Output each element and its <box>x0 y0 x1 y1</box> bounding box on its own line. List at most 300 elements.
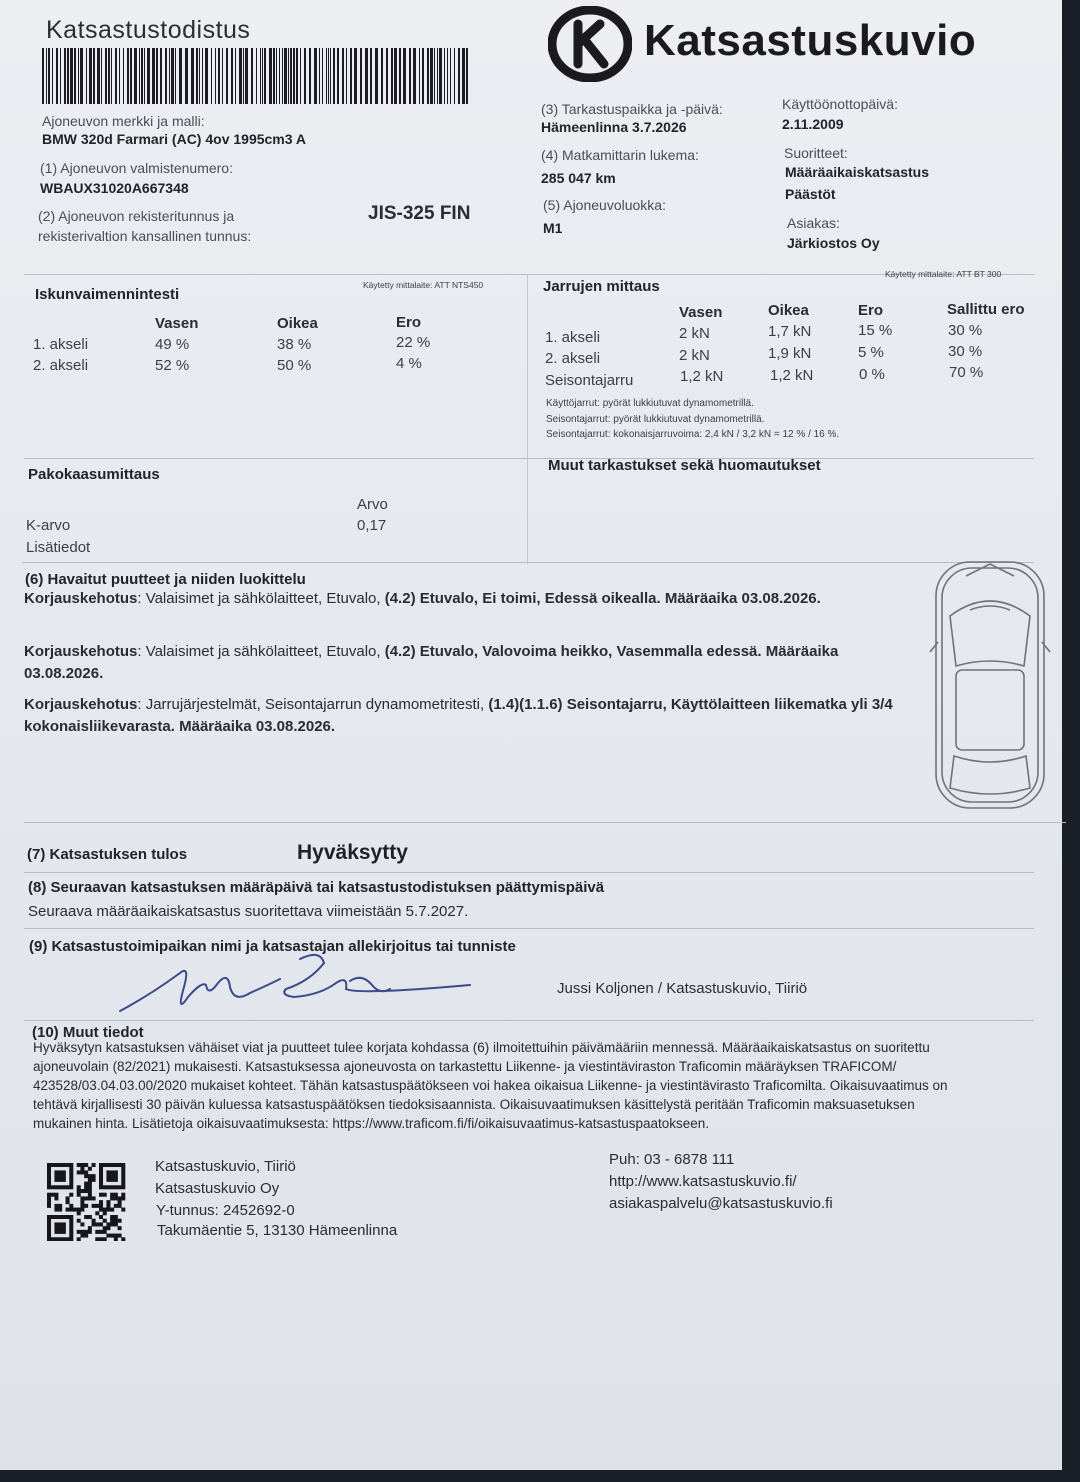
other-info-label: (10) Muut tiedot <box>32 1024 144 1041</box>
barcode-bar <box>205 48 208 104</box>
other-info-line: tehtävä kirjallisesti 30 päivän kuluessa katsastuspäätöksen tiedoksisaannista. Oikaisuvaatimuksen käsittelystä peritään Traficomin maksuasetuksen <box>33 1097 915 1112</box>
barcode-bar <box>365 48 368 104</box>
qr-module <box>84 1174 88 1178</box>
shock-cell: 38 % <box>277 336 312 353</box>
barcode-bar <box>333 48 335 104</box>
defect-deadline: Määräaika 03.08.2026. <box>179 718 336 735</box>
qr-module <box>118 1226 122 1230</box>
qr-module <box>80 1189 84 1193</box>
qr-module <box>77 1208 81 1212</box>
barcode-bar <box>284 48 287 104</box>
qr-module <box>80 1234 84 1238</box>
barcode-bar <box>370 48 372 104</box>
divider <box>24 872 1034 873</box>
barcode-bar <box>235 48 236 104</box>
qr-module <box>69 1237 73 1241</box>
qr-module <box>62 1230 66 1234</box>
exhaust-title: Pakokaasumittaus <box>28 466 160 483</box>
qr-module <box>88 1167 92 1171</box>
qr-module <box>66 1215 70 1219</box>
brake-cell: 1,9 kN <box>768 345 812 362</box>
qr-module <box>121 1163 125 1167</box>
qr-module <box>66 1208 70 1212</box>
qr-module <box>114 1219 118 1223</box>
qr-module <box>66 1163 70 1167</box>
qr-module <box>99 1230 103 1234</box>
qr-module <box>62 1226 66 1230</box>
qr-module <box>62 1237 66 1241</box>
qr-module <box>47 1182 51 1186</box>
qr-module <box>110 1234 114 1238</box>
brake-test-title: Jarrujen mittaus <box>543 278 660 295</box>
brake-header-ero: Ero <box>858 302 884 319</box>
qr-module <box>99 1182 103 1186</box>
barcode-bar <box>67 48 69 104</box>
barcode-bar <box>243 48 244 104</box>
barcode-bar <box>130 48 132 104</box>
signature-label: (9) Katsastustoimipaikan nimi ja katsastajan allekirjoitus tai tunniste <box>29 938 516 955</box>
qr-module <box>80 1230 84 1234</box>
qr-module <box>121 1174 125 1178</box>
barcode-bar <box>427 48 429 104</box>
barcode-bar <box>437 48 438 104</box>
qr-module <box>106 1200 110 1204</box>
barcode-bar <box>111 48 112 104</box>
footer-email-link[interactable]: asiakaspalvelu@katsastuskuvio.fi <box>609 1195 833 1212</box>
qr-module <box>88 1226 92 1230</box>
qr-module <box>69 1215 73 1219</box>
qr-module <box>114 1185 118 1189</box>
barcode-bar <box>454 48 455 104</box>
qr-module <box>92 1163 96 1167</box>
barcode-bar <box>222 48 223 104</box>
shock-header-oikea: Oikea <box>277 315 318 332</box>
registration-number: JIS-325 FIN <box>368 203 471 224</box>
barcode-bar <box>218 48 220 104</box>
shock-test-device: Käytetty mittalaite: ATT NTS450 <box>363 280 484 290</box>
divider <box>24 928 1034 929</box>
barcode-bar <box>152 48 155 104</box>
qr-module <box>88 1185 92 1189</box>
barcode-bar <box>191 48 194 104</box>
qr-module <box>84 1215 88 1219</box>
qr-module <box>114 1222 118 1226</box>
make-model-label: Ajoneuvon merkki ja malli: <box>42 113 205 129</box>
barcode-bar <box>309 48 311 104</box>
qr-module <box>47 1163 51 1167</box>
brand-wordmark: Katsastuskuvio <box>644 16 977 65</box>
qr-module <box>106 1226 110 1230</box>
shock-cell: 22 % <box>396 334 431 351</box>
qr-module <box>121 1193 125 1197</box>
barcode-bar <box>156 48 158 104</box>
barcode-bar <box>215 48 216 104</box>
odometer-label: (4) Matkamittarin lukema: <box>541 147 699 163</box>
qr-module <box>106 1170 110 1174</box>
qr-module <box>84 1182 88 1186</box>
qr-module <box>80 1163 84 1167</box>
barcode-bar <box>293 48 295 104</box>
qr-module <box>92 1222 96 1226</box>
barcode-bar <box>399 48 401 104</box>
brake-cell: 1,7 kN <box>768 323 812 340</box>
qr-module <box>95 1237 99 1241</box>
barcode-bar <box>413 48 416 104</box>
qr-module <box>92 1178 96 1182</box>
barcode-bar <box>381 48 383 104</box>
result-value: Hyväksytty <box>297 841 408 864</box>
barcode-bar <box>300 48 301 104</box>
qr-module <box>84 1204 88 1208</box>
divider <box>24 274 1034 275</box>
barcode-bar <box>105 48 107 104</box>
qr-module <box>110 1208 114 1212</box>
katsastuskuvio-logo-icon <box>548 6 632 82</box>
barcode-bar <box>42 48 44 104</box>
qr-module <box>114 1237 118 1241</box>
qr-module <box>95 1204 99 1208</box>
barcode-bar <box>175 48 176 104</box>
qr-module <box>92 1204 96 1208</box>
qr-module <box>84 1230 88 1234</box>
qr-module <box>92 1174 96 1178</box>
footer-website-link[interactable]: http://www.katsastuskuvio.fi/ <box>609 1173 797 1190</box>
qr-module <box>69 1167 73 1171</box>
next-inspection-label: (8) Seuraavan katsastuksen määräpäivä tai katsastustodistuksen päättymispäivä <box>28 879 605 896</box>
footer-address-line: Y-tunnus: 2452692-0 <box>156 1202 295 1219</box>
divider <box>22 562 1034 563</box>
brake-cell: 5 % <box>858 344 884 361</box>
qr-module <box>121 1196 125 1200</box>
brake-note: Käyttöjarrut: pyörät lukkiutuvat dynamometrillä. <box>546 398 754 409</box>
qr-module <box>84 1170 88 1174</box>
brake-row-label: 1. akseli <box>545 329 601 346</box>
qr-module <box>95 1222 99 1226</box>
brake-note: Seisontajarrut: kokonaisjarruvoima: 2,4 kN / 3,2 kN = 12 % / 16 %. <box>546 429 840 440</box>
brake-cell: 15 % <box>858 322 893 339</box>
barcode-bar <box>89 48 92 104</box>
place-value: Hämeenlinna 3.7.2026 <box>541 119 687 135</box>
qr-module <box>51 1185 55 1189</box>
brake-header-oikea: Oikea <box>768 302 809 319</box>
barcode-bar <box>296 48 298 104</box>
qr-module <box>69 1174 73 1178</box>
qr-module <box>77 1211 81 1215</box>
qr-module <box>47 1222 51 1226</box>
qr-module <box>121 1170 125 1174</box>
qr-module <box>69 1178 73 1182</box>
qr-module <box>80 1204 84 1208</box>
barcode-bar <box>239 48 242 104</box>
qr-module <box>121 1185 125 1189</box>
reg-label-line2: rekisterivaltion kansallinen tunnus: <box>38 228 252 244</box>
qr-module <box>84 1196 88 1200</box>
qr-module <box>99 1237 103 1241</box>
qr-module <box>66 1200 70 1204</box>
barcode-bar <box>78 48 79 104</box>
qr-module <box>106 1185 110 1189</box>
barcode-bar <box>282 48 283 104</box>
barcode-bar <box>211 48 212 104</box>
qr-module <box>103 1226 107 1230</box>
exhaust-value-header: Arvo <box>357 496 388 513</box>
qr-module <box>80 1222 84 1226</box>
qr-module <box>58 1174 62 1178</box>
shock-header-vasen: Vasen <box>155 315 199 332</box>
qr-module <box>58 1215 62 1219</box>
odometer-value: 285 047 km <box>541 170 616 186</box>
performed-label: Suoritteet: <box>784 145 848 161</box>
qr-code-icon <box>47 1163 129 1241</box>
qr-module <box>69 1230 73 1234</box>
barcode-bar <box>231 48 233 104</box>
qr-module <box>114 1163 118 1167</box>
barcode-bar <box>290 48 292 104</box>
qr-module <box>95 1211 99 1215</box>
qr-module <box>51 1215 55 1219</box>
barcode-bar <box>403 48 406 104</box>
barcode-bar <box>226 48 228 104</box>
qr-module <box>110 1219 114 1223</box>
qr-module <box>47 1167 51 1171</box>
qr-module <box>47 1185 51 1189</box>
qr-module <box>66 1185 70 1189</box>
qr-module <box>110 1163 114 1167</box>
barcode-bar <box>279 48 280 104</box>
qr-module <box>66 1237 70 1241</box>
qr-module <box>118 1234 122 1238</box>
qr-module <box>66 1196 70 1200</box>
k-value-label: K-arvo <box>26 517 71 534</box>
customer-value: Järkiostos Oy <box>787 235 880 251</box>
qr-module <box>103 1193 107 1197</box>
qr-module <box>77 1189 81 1193</box>
barcode-bar <box>147 48 150 104</box>
qr-module <box>47 1174 51 1178</box>
qr-module <box>77 1193 81 1197</box>
qr-module <box>54 1215 58 1219</box>
brake-cell: 30 % <box>948 322 983 339</box>
barcode-bar <box>46 48 47 104</box>
qr-module <box>47 1170 51 1174</box>
qr-module <box>47 1196 51 1200</box>
defect-code: (1.4)(1.1.6) Seisontajarru, Käyttölaitteen liikematka yli 3/4 kokonaisliikevarasta. <box>24 696 893 735</box>
qr-module <box>54 1185 58 1189</box>
barcode-bar <box>56 48 58 104</box>
barcode-bar <box>322 48 323 104</box>
barcode-bar <box>330 48 331 104</box>
other-info-line: mukainen hinta. Lisätietoja oikaisuvaatimuksesta: https://www.traficom.fi/fi/oikaisuvaatimus-katsastuspaatokseen. <box>33 1116 710 1131</box>
defect-type: Korjauskehotus <box>24 696 138 713</box>
qr-module <box>54 1170 58 1174</box>
barcode-bar <box>127 48 129 104</box>
qr-module <box>47 1200 51 1204</box>
qr-module <box>92 1219 96 1223</box>
barcode-bar <box>160 48 162 104</box>
other-info-line: ajoneuvolain (82/2021) mukaisesti. Katsastuksessa ajoneuvosta on tarkastettu Liikenne- ja viestintäviraston Traficomin määräyksen TRAFICOM/ <box>33 1059 897 1074</box>
barcode-bar <box>141 48 143 104</box>
qr-module <box>106 1222 110 1226</box>
qr-module <box>118 1219 122 1223</box>
qr-module <box>58 1226 62 1230</box>
qr-module <box>69 1219 73 1223</box>
qr-module <box>121 1237 125 1241</box>
qr-module <box>47 1204 51 1208</box>
qr-module <box>80 1200 84 1204</box>
qr-module <box>54 1178 58 1182</box>
qr-module <box>58 1208 62 1212</box>
qr-module <box>80 1167 84 1171</box>
barcode-bar <box>48 48 50 104</box>
qr-module <box>77 1163 81 1167</box>
vehicle-class-label: (5) Ajoneuvoluokka: <box>543 197 666 213</box>
qr-module <box>88 1174 92 1178</box>
qr-module <box>58 1222 62 1226</box>
shock-header-ero: Ero <box>396 314 422 331</box>
shock-row-label: 1. akseli <box>33 336 89 353</box>
qr-module <box>69 1222 73 1226</box>
barcode-bar <box>394 48 397 104</box>
defect-description: Jarrujärjestelmät, Seisontajarrun dynamometritesti, <box>145 696 485 713</box>
reg-label-line1: (2) Ajoneuvon rekisteritunnus ja <box>38 208 235 224</box>
brake-cell: 70 % <box>949 364 984 381</box>
qr-module <box>58 1163 62 1167</box>
barcode-bar <box>93 48 95 104</box>
qr-module <box>92 1196 96 1200</box>
performed-value-2: Päästöt <box>785 186 836 202</box>
next-inspection-text: Seuraava määräaikaiskatsastus suoritettava viimeistään 5.7.2027. <box>28 903 469 920</box>
brake-cell: 0 % <box>859 366 885 383</box>
qr-module <box>99 1200 103 1204</box>
other-info-line: 423528/03.04.03.00/2020 mukaiset kohteet. Tähän katsastuspäätökseen voi hakea oikaisua Liikenne- ja viestintävirasto Traficomilta. Oikaisuvaatimus on <box>33 1078 948 1093</box>
brake-row-label: Seisontajarru <box>545 372 634 389</box>
defect-description: Valaisimet ja sähkölaitteet, Etuvalo, <box>145 643 381 660</box>
barcode <box>42 48 470 104</box>
exhaust-extra-label: Lisätiedot <box>26 539 91 556</box>
barcode-bar <box>319 48 320 104</box>
commission-date-label: Käyttöönottopäivä: <box>782 96 898 112</box>
inspector-signature-icon <box>110 945 480 1025</box>
barcode-bar <box>314 48 317 104</box>
barcode-bar <box>328 48 329 104</box>
qr-module <box>62 1170 66 1174</box>
qr-module <box>51 1193 55 1197</box>
qr-module <box>99 1215 103 1219</box>
qr-module <box>95 1230 99 1234</box>
defects-title: (6) Havaitut puutteet ja niiden luokittelu <box>25 571 306 588</box>
place-label: (3) Tarkastuspaikka ja -päivä: <box>541 101 723 117</box>
barcode-bar <box>108 48 110 104</box>
qr-module <box>69 1163 73 1167</box>
qr-module <box>110 1178 114 1182</box>
defect-deadline: Määräaika 03.08.2026. <box>24 643 839 682</box>
barcode-bar <box>115 48 117 104</box>
barcode-bar <box>171 48 174 104</box>
qr-module <box>118 1200 122 1204</box>
barcode-bar <box>60 48 61 104</box>
vin-label: (1) Ajoneuvon valmistenumero: <box>40 160 233 176</box>
qr-module <box>69 1170 73 1174</box>
barcode-bar <box>439 48 442 104</box>
qr-module <box>121 1167 125 1171</box>
qr-module <box>62 1185 66 1189</box>
qr-module <box>77 1219 81 1223</box>
qr-module <box>103 1230 107 1234</box>
qr-module <box>114 1196 118 1200</box>
qr-module <box>62 1222 66 1226</box>
qr-module <box>118 1163 122 1167</box>
barcode-bar <box>196 48 198 104</box>
shock-row-label: 2. akseli <box>33 357 89 374</box>
qr-module <box>110 1196 114 1200</box>
qr-module <box>114 1234 118 1238</box>
inspector-name: Jussi Koljonen / Katsastuskuvio, Tiiriö <box>557 980 808 997</box>
qr-module <box>47 1237 51 1241</box>
barcode-bar <box>64 48 66 104</box>
qr-module <box>73 1208 77 1212</box>
vehicle-class-value: M1 <box>543 220 563 236</box>
qr-module <box>62 1178 66 1182</box>
k-value: 0,17 <box>357 517 387 534</box>
qr-module <box>54 1230 58 1234</box>
qr-module <box>88 1193 92 1197</box>
qr-module <box>99 1208 103 1212</box>
qr-module <box>47 1215 51 1219</box>
qr-module <box>54 1237 58 1241</box>
brake-header-sallittu: Sallittu ero <box>947 301 1025 318</box>
barcode-bar <box>134 48 137 104</box>
qr-module <box>69 1234 73 1238</box>
qr-module <box>54 1196 58 1200</box>
defect-code: (4.2) Etuvalo, Ei toimi, Edessä oikealla. <box>384 590 661 607</box>
brake-cell: 1,2 kN <box>770 367 814 384</box>
barcode-bar <box>326 48 327 104</box>
barcode-bar <box>251 48 253 104</box>
brake-cell: 30 % <box>948 343 983 360</box>
qr-module <box>114 1204 118 1208</box>
defect-type: Korjauskehotus <box>24 643 138 660</box>
qr-module <box>54 1226 58 1230</box>
qr-module <box>62 1215 66 1219</box>
qr-module <box>106 1204 110 1208</box>
qr-module <box>58 1185 62 1189</box>
qr-module <box>51 1237 55 1241</box>
barcode-bar <box>245 48 248 104</box>
qr-module <box>88 1182 92 1186</box>
qr-module <box>103 1211 107 1215</box>
barcode-bar <box>462 48 465 104</box>
qr-module <box>88 1230 92 1234</box>
barcode-bar <box>86 48 87 104</box>
qr-module <box>69 1185 73 1189</box>
qr-module <box>47 1178 51 1182</box>
qr-module <box>58 1178 62 1182</box>
barcode-bar <box>144 48 145 104</box>
footer-address-line: Katsastuskuvio Oy <box>155 1180 280 1197</box>
qr-module <box>106 1163 110 1167</box>
barcode-bar <box>273 48 275 104</box>
result-label: (7) Katsastuksen tulos <box>27 846 188 863</box>
barcode-bar <box>256 48 257 104</box>
qr-module <box>110 1170 114 1174</box>
qr-module <box>84 1185 88 1189</box>
defect-item: Korjauskehotus: Jarrujärjestelmät, Seisontajarrun dynamometritesti, (1.4)(1.1.6) Seisontajarru, Käyttölaitteen liikematka yli 3/4 kokonaisliikevarasta. Määräaika 03.08.2026. <box>24 696 893 735</box>
qr-module <box>114 1174 118 1178</box>
shock-cell: 50 % <box>277 357 312 374</box>
barcode-bar <box>52 48 53 104</box>
qr-module <box>106 1178 110 1182</box>
defect-item: Korjauskehotus: Valaisimet ja sähkölaitteet, Etuvalo, (4.2) Etuvalo, Ei toimi, Edessä oikealla. Määräaika 03.08.2026. <box>24 590 821 607</box>
